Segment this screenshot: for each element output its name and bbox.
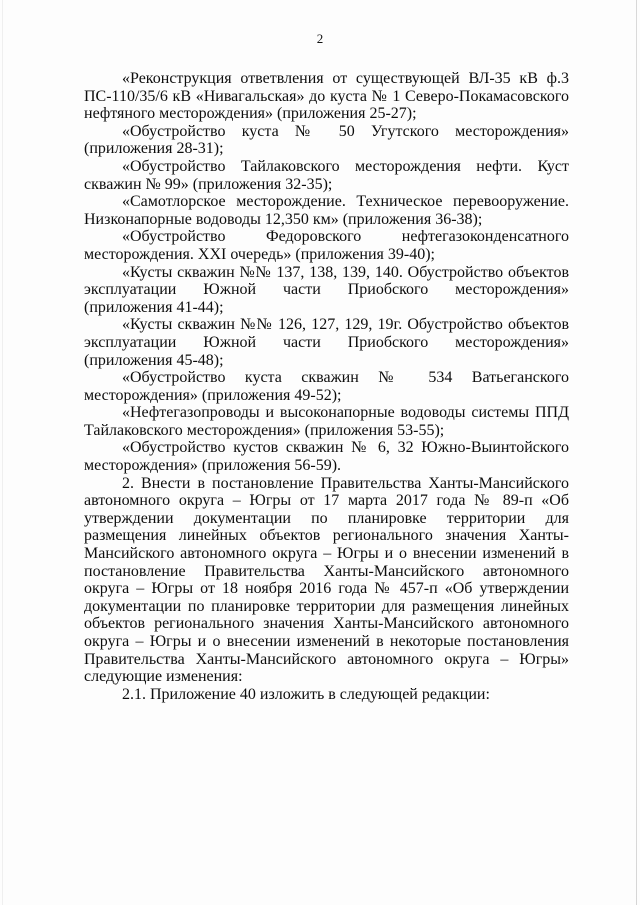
paragraph-10: «Обустройство кустов скважин № 6, 32 Южно-Выинтойского месторождения» (приложения 56-59).	[84, 439, 569, 475]
paragraph-3: «Обустройство Тайлаковского месторождения нефти. Куст скважин № 99» (приложения 32-35);	[84, 157, 569, 193]
scan-edge-right	[636, 0, 637, 905]
paragraph-11: 2. Внести в постановление Правительства Ханты-Мансийского автономного округа – Югры от 17 марта 2017 года № 89-п «Об утверждении документации по планировке территории для размещения линейных объектов регионального значения Ханты-Мансийского автономного округа – Югры и о внесении изменений в постановление Правительства Ханты-Мансийского автономного округа – Югры от 18 ноября 2016 года № 457-п «Об утверждении документации по планировке территории для размещения линейных объектов регионального значения Ханты-Мансийского автономного округа – Югры и о внесении изменений в некоторые постановления Правительства Ханты-Мансийского автономного округа – Югры» следующие изменения:	[84, 474, 569, 686]
document-body	[84, 70, 569, 703]
paragraph-1: «Реконструкция ответвления от существующей ВЛ-35 кВ ф.3 ПС-110/35/6 кВ «Нивагальская» до куста № 1 Северо-Покамасовского нефтяного месторождения» (приложения 25-27);	[84, 70, 569, 123]
paragraph-8: «Обустройство куста скважин № 534 Ватьеганского месторождения» (приложения 49-52);	[84, 369, 569, 404]
paragraph-4: «Самотлорское месторождение. Техническое перевооружение. Низконапорные водоводы 12,350 км» (приложения 36-38);	[84, 193, 569, 228]
paragraph-9: «Нефтегазопроводы и высоконапорные водоводы системы ППД Тайлаковского месторождения» (приложения 53-55);	[84, 404, 569, 439]
paragraph-2: «Обустройство куста № 50 Угутского месторождения» (приложения 28-31);	[84, 122, 569, 158]
page-number: 2	[316, 31, 324, 46]
paragraph-5: «Обустройство Федоровского нефтегазоконденсатного месторождения. XXI очередь» (приложения 39-40);	[84, 228, 569, 263]
scan-edge-left	[2, 0, 3, 905]
paragraph-6: «Кусты скважин №№ 137, 138, 139, 140. Обустройство объектов эксплуатации Южной части Приобского месторождения» (приложения 41-44);	[84, 263, 569, 316]
paragraph-12: 2.1. Приложение 40 изложить в следующей редакции:	[122, 685, 490, 703]
paragraph-7: «Кусты скважин №№ 126, 127, 129, 19г. Обустройство объектов эксплуатации Южной части Приобского месторождения» (приложения 45-48);	[84, 316, 569, 369]
